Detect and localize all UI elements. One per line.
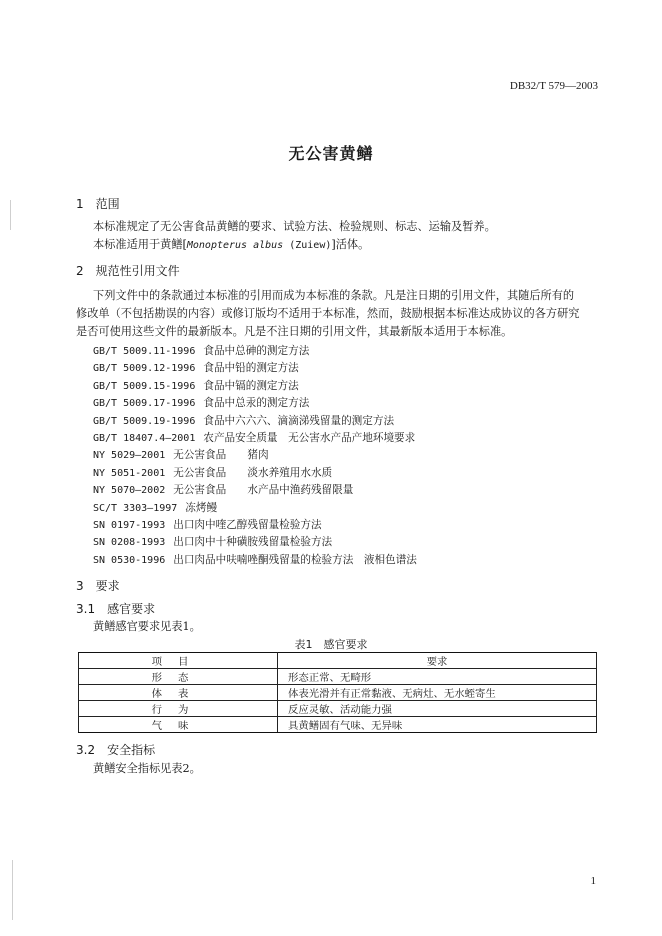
scan-margin-mark	[10, 200, 11, 230]
reference-item	[93, 534, 332, 549]
table-cell-requirement: 体表光滑并有正常黏液、无病灶、无水蛭寄生	[278, 685, 597, 701]
table-cell-requirement: 反应灵敏、活动能力强	[278, 701, 597, 717]
reference-item	[93, 343, 309, 358]
table1-caption: 表1 感官要求	[294, 638, 368, 651]
species-author: (Zuiew)	[283, 240, 332, 251]
table-cell-item: 气味	[79, 717, 278, 733]
sensory-requirements-table	[78, 652, 597, 733]
reference-item	[93, 430, 415, 445]
scope-paragraph-2	[93, 236, 369, 252]
reference-title: 食品中六六六、滴滴涕残留量的测定方法	[203, 414, 395, 427]
reference-code: SN 0208-1993	[93, 537, 166, 549]
sensory-intro-text: 黄鳝感官要求见表1。	[93, 620, 201, 633]
reference-title: 冻烤鳗	[185, 501, 218, 514]
table-row	[79, 717, 597, 733]
safety-intro-text: 黄鳝安全指标见表2。	[93, 762, 201, 775]
reference-title: 食品中总汞的测定方法	[203, 397, 310, 410]
scope-p2-post: ]活体。	[331, 238, 370, 251]
normative-line-2: 修改单（不包括勘误的内容）或修订版均不适用于本标准，然而，鼓励根据本标准达成协议的各方研究	[76, 307, 580, 320]
reference-title: 食品中铅的测定方法	[203, 362, 299, 375]
reference-title: 食品中总砷的测定方法	[203, 345, 310, 357]
table-cell-requirement: 具黄鳝固有气味、无异味	[278, 717, 597, 733]
reference-item	[93, 517, 322, 532]
species-latin-name: Monopterus albus	[186, 240, 284, 251]
scope-p2-pre: 本标准适用于黄鳝[	[93, 238, 187, 251]
reference-code: GB/T 5009.19-1996	[93, 415, 196, 427]
subsection-sensory-heading: 3.1 感官要求	[76, 602, 156, 616]
reference-title: 无公害食品 猪肉	[173, 449, 269, 462]
reference-title: 出口肉品中呋喃唑酮残留量的检验方法 液相色谱法	[173, 553, 417, 566]
section-scope-heading: 1 范围	[76, 197, 120, 211]
reference-code: SN 0197-1993	[93, 520, 166, 531]
table-cell-item: 行为	[79, 701, 278, 717]
normative-line-3: 是否可使用这些文件的最新版本。凡是不注日期的引用文件，其最新版本适用于本标准。	[76, 325, 513, 338]
reference-item	[93, 552, 417, 567]
reference-code: GB/T 5009.17-1996	[93, 398, 196, 410]
reference-title: 农产品安全质量 无公害水产品产地环境要求	[203, 432, 416, 444]
section-requirements-heading: 3 要求	[76, 579, 120, 593]
reference-code: GB/T 5009.12-1996	[93, 363, 196, 375]
normative-line-1: 下列文件中的条款通过本标准的引用而成为本标准的条款。凡是注日期的引用文件，其随后所有的	[93, 289, 575, 302]
scope-paragraph-1: 本标准规定了无公害食品黄鳝的要求、试验方法、检验规则、标志、运输及暂养。	[93, 220, 496, 233]
reference-title: 食品中镉的测定方法	[203, 379, 299, 392]
reference-item	[93, 482, 353, 497]
reference-item	[93, 395, 309, 410]
reference-code: NY 5051-2001	[93, 467, 166, 479]
section-normative-heading: 2 规范性引用文件	[76, 264, 180, 278]
reference-item	[93, 378, 299, 393]
table-cell-item: 体表	[79, 685, 278, 701]
standard-code: DB32/T 579—2003	[509, 80, 598, 92]
reference-code: SN 0530-1996	[93, 554, 166, 566]
reference-item	[93, 413, 394, 428]
scan-margin-mark	[12, 860, 13, 920]
reference-code: NY 5029—2001	[93, 450, 166, 462]
table-header-row	[79, 653, 597, 669]
table-header-item: 项目	[79, 653, 278, 669]
table-header-requirement: 要求	[278, 653, 597, 669]
page-number: 1	[590, 875, 596, 887]
reference-code: SC/T 3303—1997	[93, 502, 178, 514]
reference-title: 无公害食品 淡水养殖用水水质	[173, 466, 333, 479]
table-row	[79, 669, 597, 685]
reference-title: 无公害食品 水产品中渔药残留限量	[173, 484, 354, 497]
reference-code: GB/T 5009.11-1996	[93, 346, 196, 357]
reference-title: 出口肉中喹乙醇残留量检验方法	[173, 519, 322, 531]
reference-item	[93, 447, 269, 462]
reference-item	[93, 360, 299, 375]
reference-item	[93, 465, 332, 480]
table-row	[79, 701, 597, 717]
reference-code: GB/T 5009.15-1996	[93, 380, 196, 392]
table-cell-requirement: 形态正常、无畸形	[278, 669, 597, 685]
reference-title: 出口肉中十种磺胺残留量检验方法	[173, 536, 333, 549]
table-cell-item: 形态	[79, 669, 278, 685]
reference-item	[93, 500, 217, 515]
table-row	[79, 685, 597, 701]
reference-code: NY 5070—2002	[93, 485, 166, 497]
reference-code: GB/T 18407.4—2001	[93, 433, 196, 444]
subsection-safety-heading: 3.2 安全指标	[76, 743, 156, 757]
document-title: 无公害黄鳝	[288, 144, 374, 163]
